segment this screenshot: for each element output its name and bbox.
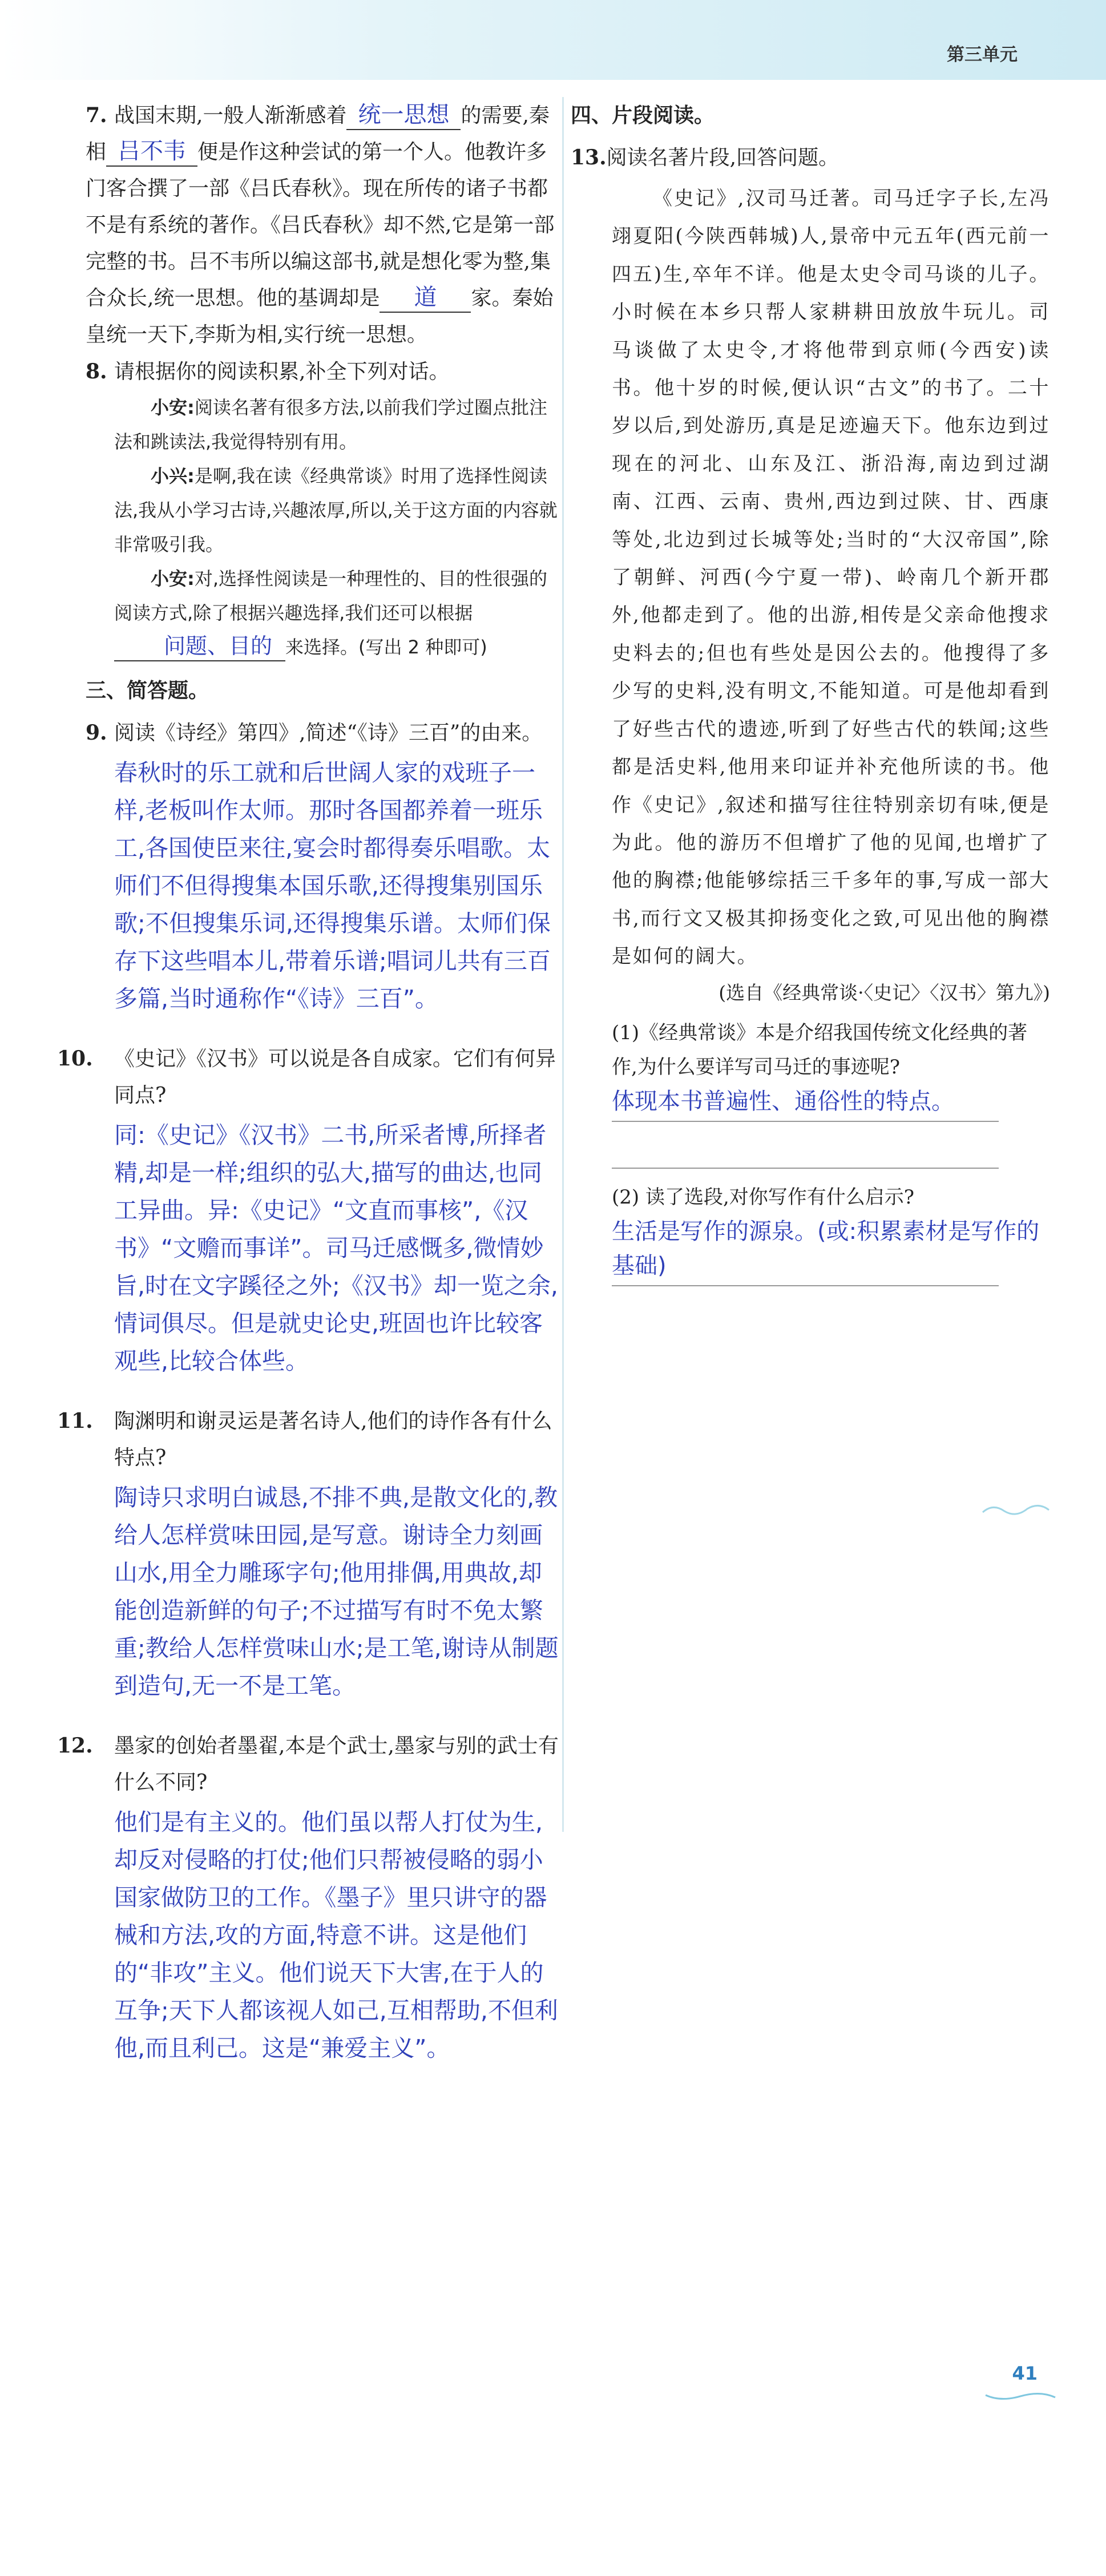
question-9: 9. 阅读《诗经》第四》,简述“《诗》三百”的由来。 (86, 714, 559, 752)
question-11: 11. 陶渊明和谢灵运是著名诗人,他们的诗作各有什么特点? (86, 1403, 559, 1476)
answer-line (612, 1168, 999, 1169)
page-number: 41 (1012, 2363, 1038, 2384)
handwritten-answer: 同:《史记》《汉书》二书,所采者博,所择者精,却是一样;组织的弘大,描写的曲达,也同工异曲。异:《史记》“文直而事核”,《汉书》“文赡而事详”。司马迁感慨多,微情妙旨,时在文字蹊径之外;《汉书》却一览之余,情词俱尽。但是就史论史,班固也许比较客观些,比较合体些。 (114, 1121, 558, 1375)
question-12: 12. 墨家的创始者墨翟,本是个武士,墨家与别的武士有什么不同? (86, 1727, 559, 1801)
sub-question-1: (1)《经典常谈》本是介绍我国传统文化经典的著作,为什么要详写司马迁的事迹呢? (612, 1021, 1028, 1079)
question-number: 9. (86, 721, 107, 745)
unit-title: 第三单元 (947, 45, 1018, 65)
sub-question-2: (2) 读了选段,对你写作有什么启示? (612, 1185, 915, 1209)
answer-blank: 道 (380, 283, 471, 313)
answer-blank: 问题、目的 (114, 632, 285, 661)
question-10: 10. 《史记》《汉书》可以说是各自成家。它们有何异同点? (86, 1040, 559, 1114)
header-band (0, 0, 1106, 80)
section-heading: 三、简答题。 (86, 679, 209, 702)
question-8: 8. 请根据你的阅读积累,补全下列对话。 (86, 353, 559, 390)
question-7: 7. 战国末期,一般人渐渐感着 统一思想 的需要,秦相 吕不韦 便是作这种尝试的第一个人。他教许多门客合撰了一部《吕氏春秋》。现在所传的诸子书都不是有系统的著作。《吕氏春秋》却不然,它是第一部完整的书。吕不韦所以编这部书,就是想化零为整,集合众长,统一思想。他的基调却是 道 家。秦始皇统一天下,李斯为相,实行统一思想。 (86, 97, 559, 353)
right-column (571, 97, 1050, 1286)
reading-passage: 《史记》,汉司马迁著。司马迁字子长,左冯翊夏阳(今陕西韩城)人,景帝中元五年(西元前一四五)生,卒年不详。他是太史令司马谈的儿子。小时候在本乡只帮人家耕耕田放放牛玩儿。司马谈做了太史令,才将他带到京师(今西安)读书。他十岁的时候,便认识“古文”的书了。二十岁以后,到处游历,真是足迹遍天下。他东边到过现在的河北、山东及江、浙沿海,南边到过湖南、江西、云南、贵州,西边到过陕、甘、西康等处,北边到过长城等处;当时的“大汉帝国”,除了朝鲜、河西(今宁夏一带)、岭南几个新开郡外,他都走到了。他的出游,相传是父亲命他搜求史料去的;但也有些处是因公去的。他搜得了多少写的史料,没有明文,不能知道。可是他却看到了好些古代的遗迹,听到了好些古代的轶闻;这些都是活史料,他用来印证并补充他所读的书。他作《史记》,叙述和描写往往特别亲切有味,便是为此。他的游历不但增扩了他的见闻,也增扩了他的胸襟;他能够综括三千多年的事,写成一部大书,而行文又极其抑扬变化之致,可见出他的胸襟是如何的阔大。 (612, 187, 1050, 968)
question-number: 12. (57, 1734, 93, 1758)
handwritten-answer: 他们是有主义的。他们虽以帮人打仗为生,却反对侵略的打仗;他们只帮被侵略的弱小国家做防卫的工作。《墨子》里只讲守的器械和方法,攻的方面,特意不讲。这是他们的“非攻”主义。他们说天下大害,在于人的互争;天下人都该视人如己,互相帮助,不但利他,而且利己。这是“兼爱主义”。 (114, 1808, 558, 2062)
question-number: 11. (57, 1409, 93, 1433)
handwritten-answer: 陶诗只求明白诚恳,不排不典,是散文化的,教给人怎样赏味田园,是写意。谢诗全力刻画山水,用全力雕琢字句;他用排偶,用典故,却能创造新鲜的句子;不过描写有时不免太繁重;教给人怎样赏味山水;是工笔,谢诗从制题到造句,无一不是工笔。 (114, 1484, 559, 1699)
question-number: 7. (86, 103, 107, 127)
handwritten-answer: 体现本书普遍性、通俗性的特点。 (612, 1088, 954, 1115)
page-number-decoration-icon (983, 2388, 1057, 2403)
handwritten-answer: 生活是写作的源泉。(或:积累素材是写作的基础) (612, 1218, 1040, 1279)
answer-blank: 统一思想 (346, 100, 461, 130)
question-number: 8. (86, 360, 107, 383)
question-number: 13. (571, 146, 607, 169)
column-divider (562, 97, 564, 1832)
wave-decoration-icon (982, 1501, 1050, 1518)
dialogue-line: 小兴:是啊,我在读《经典常谈》时用了选择性阅读法,我从小学习古诗,兴趣浓厚,所以,关于这方面的内容就非常吸引我。 (114, 465, 558, 555)
answer-line (612, 1121, 999, 1122)
dialogue-line: 小安:对,选择性阅读是一种理性的、目的性很强的阅读方式,除了根据兴趣选择,我们还可以根据问题、目的 来选择。(写出 2 种即可) (86, 562, 559, 664)
answer-blank: 吕不韦 (106, 137, 197, 167)
passage-source: (选自《经典常谈·〈史记〉〈汉书〉第九》) (719, 981, 1050, 1004)
left-column (57, 97, 559, 2067)
question-13: 13.阅读名著片段,回答问题。 (571, 139, 1050, 176)
answer-line (612, 1285, 999, 1286)
question-number: 10. (57, 1047, 93, 1071)
dialogue-line: 小安:阅读名著有很多方法,以前我们学过圈点批注法和跳读法,我觉得特别有用。 (114, 397, 547, 453)
section-heading: 四、片段阅读。 (571, 103, 715, 127)
handwritten-answer: 春秋时的乐工就和后世阔人家的戏班子一样,老板叫作太师。那时各国都养着一班乐工,各国使臣来往,宴会时都得奏乐唱歌。太师们不但得搜集本国乐歌,还得搜集别国乐歌;不但搜集乐词,还得搜集乐谱。太师们保存下这些唱本儿,带着乐谱;唱词儿共有三百多篇,当时通称作“《诗》三百”。 (114, 759, 551, 1012)
